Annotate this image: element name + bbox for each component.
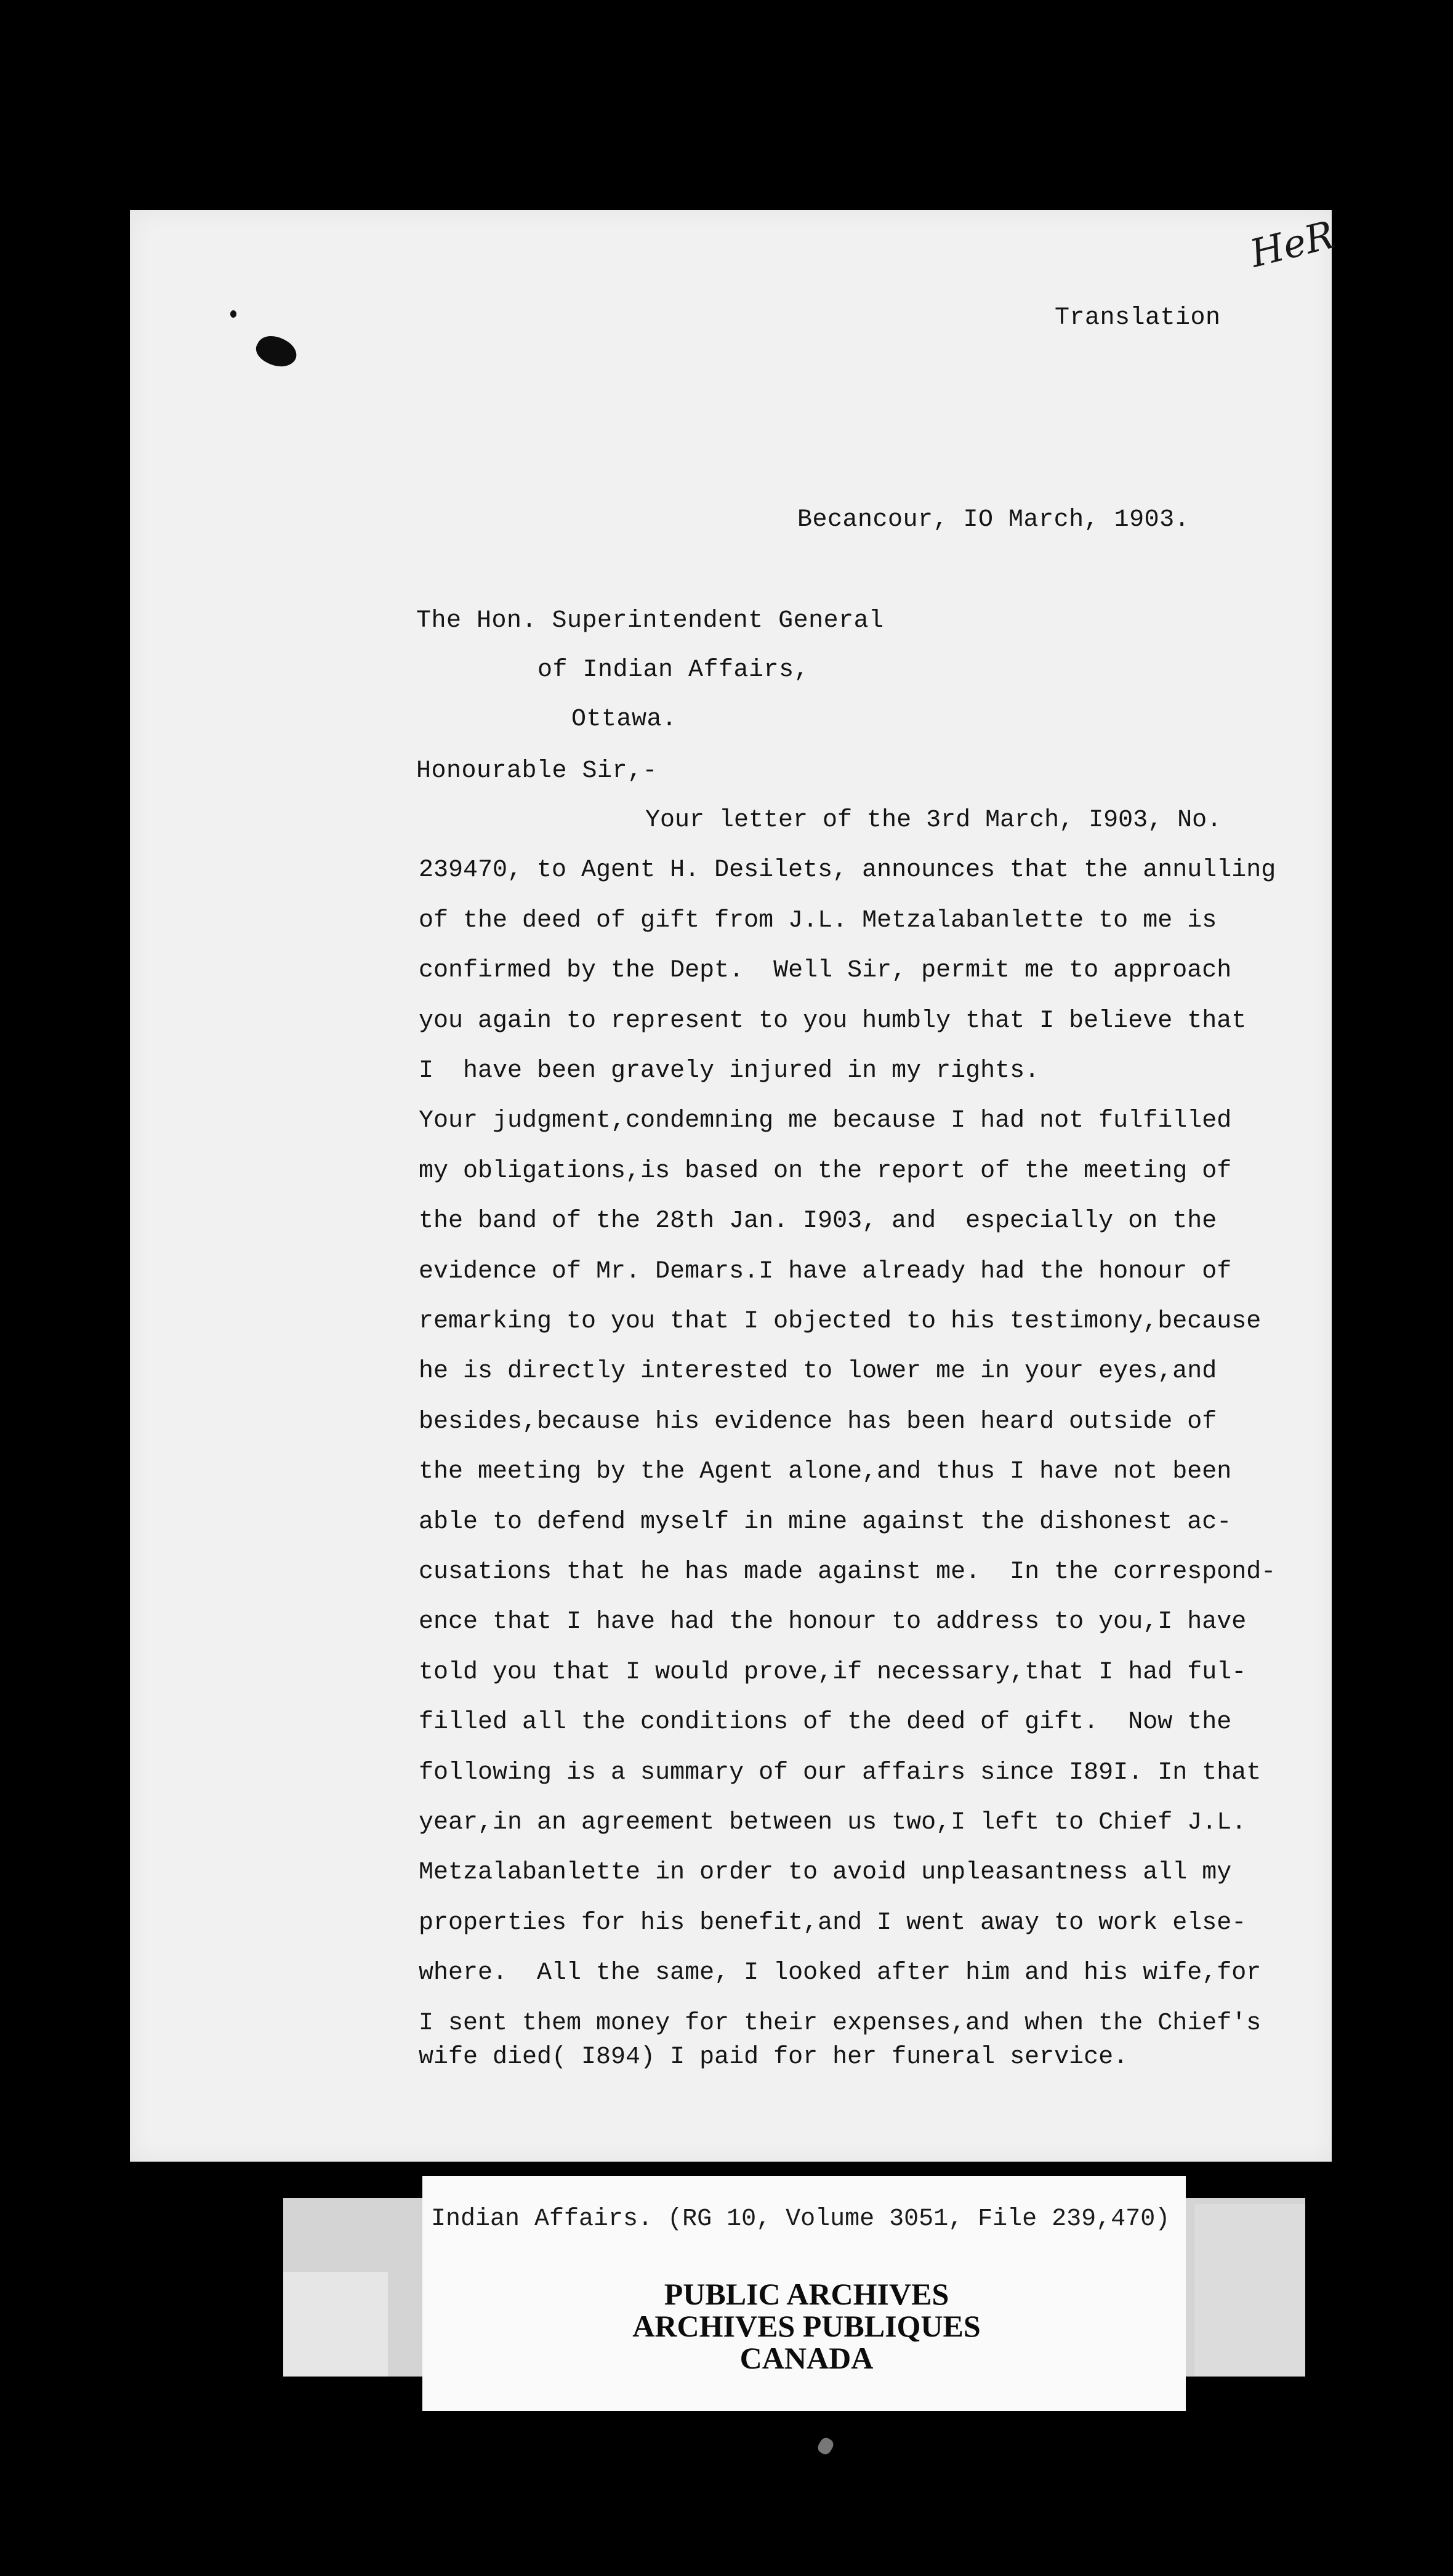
letter-line: confirmed by the Dept. Well Sir, permit me to approach xyxy=(419,957,1232,985)
letter-line: properties for his benefit,and I went away to work else- xyxy=(419,1909,1247,1937)
letter-line: my obligations,is based on the report of the meeting of xyxy=(419,1157,1232,1185)
letter-line: of the deed of gift from J.L. Metzalabanlette to me is xyxy=(419,906,1217,935)
letter-line: following is a summary of our affairs since I89I. In that xyxy=(419,1758,1262,1787)
letter-line: I have been gravely injured in my rights. xyxy=(419,1057,1040,1085)
archive-label-tab xyxy=(1194,2204,1305,2377)
letter-line: able to defend myself in mine against the dishonest ac- xyxy=(419,1508,1232,1536)
address-line-2: of Indian Affairs, xyxy=(537,656,810,684)
letter-line: 239470, to Agent H. Desilets, announces that the annulling xyxy=(419,856,1276,885)
address-line-3: Ottawa. xyxy=(571,706,677,733)
letter-line: year,in an agreement between us two,I left to Chief J.L. xyxy=(419,1809,1247,1837)
stamp-line-3: CANADA xyxy=(739,2341,874,2375)
archive-reference: Indian Affairs. (RG 10, Volume 3051, File 239,470) xyxy=(431,2205,1170,2233)
letter-line: filled all the conditions of the deed of gift. Now the xyxy=(419,1709,1232,1737)
letter-line: told you that I would prove,if necessary,that I had ful- xyxy=(419,1658,1247,1686)
letter-line: Metzalabanlette in order to avoid unpleasantness all my xyxy=(419,1859,1232,1887)
ink-speck xyxy=(230,310,236,318)
letter-line: ence that I have had the honour to address to you,I have xyxy=(419,1608,1247,1636)
stamp-line-1: PUBLIC ARCHIVES xyxy=(664,2277,949,2311)
letter-line: the meeting by the Agent alone,and thus I have not been xyxy=(419,1458,1232,1486)
letter-line: cusations that he has made against me. In the correspond- xyxy=(419,1558,1276,1586)
letter-line: he is directly interested to lower me in your eyes,and xyxy=(419,1358,1217,1386)
letter-line: remarking to you that I objected to his testimony,because xyxy=(419,1308,1262,1335)
letter-line: Your letter of the 3rd March, I903, No. xyxy=(645,807,1222,834)
letter-line: evidence of Mr. Demars.I have already had the honour of xyxy=(419,1257,1232,1286)
translation-label: Translation xyxy=(1055,304,1221,332)
letter-line: where. All the same, I looked after him and his wife,for xyxy=(419,1959,1262,1987)
letter-line: the band of the 28th Jan. I903, and especially on the xyxy=(419,1207,1217,1236)
dateline: Becancour, IO March, 1903. xyxy=(797,506,1190,534)
address-line-1: The Hon. Superintendent General xyxy=(416,607,884,635)
handwritten-margin-mark: HeR xyxy=(1246,212,1339,276)
salutation: Honourable Sir,- xyxy=(416,757,658,785)
letter-line: besides,because his evidence has been heard outside of xyxy=(419,1407,1217,1436)
film-speck xyxy=(816,2436,835,2457)
letter-line: I sent them money for their expenses,and when the Chief's xyxy=(419,2009,1262,2037)
archive-stamp xyxy=(554,2278,1059,2374)
letter-line: Your judgment,condemning me because I had not fulfilled xyxy=(419,1107,1232,1135)
stamp-line-2: ARCHIVES PUBLIQUES xyxy=(632,2309,981,2343)
letter-line: you again to represent to you humbly that I believe that xyxy=(419,1007,1247,1035)
letter-line: wife died( I894) I paid for her funeral service. xyxy=(419,2043,1129,2071)
archive-label-notch xyxy=(283,2272,388,2377)
